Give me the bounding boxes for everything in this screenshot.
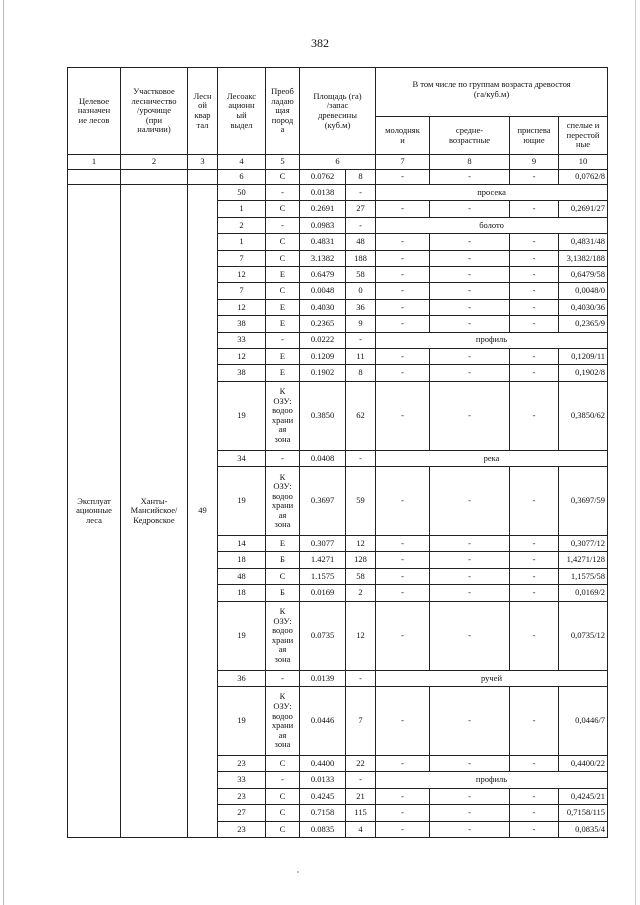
cell-species: С (266, 201, 300, 217)
cell-area: 0.0138 (300, 185, 346, 201)
cell-stock: 27 (346, 201, 376, 217)
header-mature: спелые и перестой ные (559, 117, 608, 155)
cell-area: 0.4030 (300, 299, 346, 315)
cell-purpose: Эксплуат ационные леса (68, 185, 121, 838)
cell-mature: 3,1382/188 (559, 250, 608, 266)
col-num: 7 (376, 155, 430, 170)
cell-species: - (266, 670, 300, 686)
cell-middle: - (430, 821, 510, 837)
header-purpose: Целевое назначен ие лесов (68, 68, 121, 155)
cell-premature: - (510, 201, 559, 217)
header-row-1 (68, 68, 608, 117)
cell-plot: 23 (218, 756, 266, 772)
cell-young: - (376, 299, 430, 315)
header-quarter: Лесн ой квар тал (188, 68, 218, 155)
cell-premature: - (510, 805, 559, 821)
cell-area: 0.4400 (300, 756, 346, 772)
cell-middle: - (430, 365, 510, 381)
header-plot: Лесоакс ационн ый выдел (218, 68, 266, 155)
cell-area: 0.2365 (300, 316, 346, 332)
table-row (68, 170, 608, 185)
cell-plot: 19 (218, 601, 266, 670)
cell-young: - (376, 821, 430, 837)
cell-young: - (376, 348, 430, 364)
cell-young: - (376, 170, 430, 185)
cell-young: - (376, 568, 430, 584)
cell-species: - (266, 332, 300, 348)
cell-stock: - (346, 450, 376, 466)
scan-edge-left (3, 0, 4, 905)
cell-species: Е (266, 299, 300, 315)
cell-mature: 0,0446/7 (559, 687, 608, 756)
cell-plot: 18 (218, 552, 266, 568)
cell-species: С (266, 568, 300, 584)
cell-area: 0.0735 (300, 601, 346, 670)
cell-mature: 0,0762/8 (559, 170, 608, 185)
cell-young: - (376, 805, 430, 821)
cell-area: 0.0408 (300, 450, 346, 466)
cell-species: С (266, 821, 300, 837)
cell-mature: 0,0048/0 (559, 283, 608, 299)
cell-plot: 38 (218, 316, 266, 332)
cell-premature: - (510, 170, 559, 185)
cell-young: - (376, 552, 430, 568)
cell-middle: - (430, 283, 510, 299)
scan-speck (297, 871, 299, 873)
cell-middle: - (430, 788, 510, 804)
cell-middle: - (430, 568, 510, 584)
cell-area: 1.1575 (300, 568, 346, 584)
cell-young: - (376, 234, 430, 250)
cell-area: 0.1902 (300, 365, 346, 381)
col-num: 6 (300, 155, 376, 170)
cell-stock: 22 (346, 756, 376, 772)
cell-middle: - (430, 381, 510, 450)
cell-species: - (266, 185, 300, 201)
header-age-groups: В том числе по группам возраста древостоя (га/куб.м) (376, 68, 608, 117)
cell-note: болото (376, 217, 608, 233)
cell-premature: - (510, 788, 559, 804)
cell-stock: 8 (346, 170, 376, 185)
cell-young: - (376, 266, 430, 282)
cell-stock: 9 (346, 316, 376, 332)
cell-stock: 8 (346, 365, 376, 381)
cell-young: - (376, 365, 430, 381)
cell-note: профиль (376, 772, 608, 788)
cell-stock: - (346, 185, 376, 201)
cell-middle: - (430, 756, 510, 772)
cell-stock: - (346, 772, 376, 788)
cell-species: Е (266, 536, 300, 552)
cell-plot: 12 (218, 299, 266, 315)
col-num: 9 (510, 155, 559, 170)
cell-middle: - (430, 201, 510, 217)
cell-mature: 0,0735/12 (559, 601, 608, 670)
col-num: 1 (68, 155, 121, 170)
cell-mature: 0,3077/12 (559, 536, 608, 552)
header-species: Преоб ладаю щая пород а (266, 68, 300, 155)
cell-species: - (266, 450, 300, 466)
cell-stock: 58 (346, 266, 376, 282)
cell-stock: - (346, 332, 376, 348)
cell-mature: 0,3697/59 (559, 467, 608, 536)
cell-plot: 6 (218, 170, 266, 185)
cell-note: ручей (376, 670, 608, 686)
cell-area: 0.3077 (300, 536, 346, 552)
cell-plot: 18 (218, 585, 266, 601)
cell-premature: - (510, 687, 559, 756)
cell-premature: - (510, 299, 559, 315)
cell-middle: - (430, 467, 510, 536)
table-row (68, 185, 608, 201)
cell-premature: - (510, 552, 559, 568)
cell-mature: 0,2691/27 (559, 201, 608, 217)
header-area: Площадь (га) /запас древесины (куб.м) (300, 68, 376, 155)
cell-area: 0.4245 (300, 788, 346, 804)
cell-area: 0.0133 (300, 772, 346, 788)
cell-species: К ОЗУ: водоо храни ая зона (266, 687, 300, 756)
cell-species: Е (266, 348, 300, 364)
cell-plot: 50 (218, 185, 266, 201)
cell-plot: 12 (218, 348, 266, 364)
cell-premature: - (510, 381, 559, 450)
cell-stock: 59 (346, 467, 376, 536)
cell-area: 0.0169 (300, 585, 346, 601)
cell-area: 0.6479 (300, 266, 346, 282)
cell-young: - (376, 601, 430, 670)
header-premature: приспева ющие (510, 117, 559, 155)
cell-species: С (266, 250, 300, 266)
cell-area: 0.4831 (300, 234, 346, 250)
cell-stock: 21 (346, 788, 376, 804)
cell-plot: 19 (218, 687, 266, 756)
cell-young: - (376, 756, 430, 772)
cell-mature: 0,4245/21 (559, 788, 608, 804)
cell-area: 0.0835 (300, 821, 346, 837)
cell-stock: 12 (346, 601, 376, 670)
cell-premature: - (510, 316, 559, 332)
cell-mature: 0,4400/22 (559, 756, 608, 772)
cell-plot: 48 (218, 568, 266, 584)
cell-species: Е (266, 266, 300, 282)
cell-quarter: 49 (188, 185, 218, 838)
col-num: 10 (559, 155, 608, 170)
cell-stock: 188 (346, 250, 376, 266)
cell-stock: 62 (346, 381, 376, 450)
cell-species: С (266, 283, 300, 299)
cell-area: 0.0222 (300, 332, 346, 348)
cell-plot: 7 (218, 283, 266, 299)
cell-stock: 4 (346, 821, 376, 837)
cell-plot: 33 (218, 772, 266, 788)
cell-area: 3.1382 (300, 250, 346, 266)
cell-plot: 33 (218, 332, 266, 348)
cell-young: - (376, 283, 430, 299)
cell-area: 0.3697 (300, 467, 346, 536)
col-num: 2 (121, 155, 188, 170)
cell-species: Е (266, 365, 300, 381)
cell-note: просека (376, 185, 608, 201)
col-num: 5 (266, 155, 300, 170)
cell-premature: - (510, 250, 559, 266)
cell-stock: 48 (346, 234, 376, 250)
cell-premature: - (510, 283, 559, 299)
cell-plot: 27 (218, 805, 266, 821)
col-num: 8 (430, 155, 510, 170)
cell-mature: 0,4831/48 (559, 234, 608, 250)
cell-plot: 1 (218, 234, 266, 250)
cell-mature: 0,0835/4 (559, 821, 608, 837)
cell-young: - (376, 788, 430, 804)
cell-area: 0.0983 (300, 217, 346, 233)
forest-inventory-table (67, 67, 608, 838)
cell-area: 0.0139 (300, 670, 346, 686)
cell-species: С (266, 805, 300, 821)
cell-stock: 128 (346, 552, 376, 568)
cell-species: С (266, 788, 300, 804)
cell-species: С (266, 234, 300, 250)
cell-note: профиль (376, 332, 608, 348)
header-district: Участковое лесничество /урочище (при наличии) (121, 68, 188, 155)
cell-area: 0.0762 (300, 170, 346, 185)
cell-mature: 0,1209/11 (559, 348, 608, 364)
cell-stock: 36 (346, 299, 376, 315)
cell-mature: 0,3850/62 (559, 381, 608, 450)
cell-premature: - (510, 348, 559, 364)
cell-mature: 0,0169/2 (559, 585, 608, 601)
cell-plot: 23 (218, 821, 266, 837)
cell-young: - (376, 467, 430, 536)
cell-stock: - (346, 670, 376, 686)
cell-species: С (266, 170, 300, 185)
cell-plot: 36 (218, 670, 266, 686)
cell-middle: - (430, 348, 510, 364)
cell-premature: - (510, 568, 559, 584)
cell-area: 0.7158 (300, 805, 346, 821)
cell-mature: 0,7158/115 (559, 805, 608, 821)
cell-species: - (266, 772, 300, 788)
page-number: 382 (311, 36, 329, 50)
cell-mature: 0,6479/58 (559, 266, 608, 282)
col-num: 3 (188, 155, 218, 170)
cell-area: 0.0446 (300, 687, 346, 756)
cell-premature: - (510, 536, 559, 552)
table-body (68, 185, 608, 838)
scan-edge-right (635, 0, 636, 905)
cell-premature: - (510, 821, 559, 837)
cell-area: 0.1209 (300, 348, 346, 364)
cell-plot: 23 (218, 788, 266, 804)
cell-premature: - (510, 585, 559, 601)
cell-species: К ОЗУ: водоо храни ая зона (266, 467, 300, 536)
cell-middle: - (430, 299, 510, 315)
cell-middle: - (430, 585, 510, 601)
cell-middle: - (430, 601, 510, 670)
cell-middle: - (430, 536, 510, 552)
cell-middle: - (430, 250, 510, 266)
cell-mature: 0,2365/9 (559, 316, 608, 332)
col-num: 4 (218, 155, 266, 170)
cell-middle: - (430, 316, 510, 332)
cell-plot: 2 (218, 217, 266, 233)
header-middle: средне- возрастные (430, 117, 510, 155)
cell-plot: 19 (218, 381, 266, 450)
cell-middle: - (430, 552, 510, 568)
cell-species: К ОЗУ: водоо храни ая зона (266, 601, 300, 670)
cell-area: 1.4271 (300, 552, 346, 568)
cell-premature: - (510, 601, 559, 670)
cell-mature: 0,1902/8 (559, 365, 608, 381)
cell-area: 0.2691 (300, 201, 346, 217)
cell-young: - (376, 536, 430, 552)
cell-young: - (376, 381, 430, 450)
cell-premature: - (510, 756, 559, 772)
cell-premature: - (510, 266, 559, 282)
cell-young: - (376, 201, 430, 217)
cell-plot: 12 (218, 266, 266, 282)
cell-district: Ханты- Мансийское/ Кедровское (121, 185, 188, 838)
cell-young: - (376, 585, 430, 601)
cell-young: - (376, 687, 430, 756)
cell-premature: - (510, 365, 559, 381)
cell-species: К ОЗУ: водоо храни ая зона (266, 381, 300, 450)
cell-middle: - (430, 234, 510, 250)
cell-note: река (376, 450, 608, 466)
cell-stock: 58 (346, 568, 376, 584)
cell-species: С (266, 756, 300, 772)
cell-species: Б (266, 552, 300, 568)
cell-young: - (376, 316, 430, 332)
cell-middle: - (430, 687, 510, 756)
cell-mature: 1,4271/128 (559, 552, 608, 568)
cell-stock: 115 (346, 805, 376, 821)
cell-plot: 7 (218, 250, 266, 266)
cell-middle: - (430, 170, 510, 185)
cell-middle: - (430, 266, 510, 282)
cell-species: - (266, 217, 300, 233)
cell-stock: 0 (346, 283, 376, 299)
cell-species: Б (266, 585, 300, 601)
cell-area: 0.0048 (300, 283, 346, 299)
cell-plot: 38 (218, 365, 266, 381)
cell-stock: - (346, 217, 376, 233)
cell-middle: - (430, 805, 510, 821)
cell-area: 0.3850 (300, 381, 346, 450)
cell-premature: - (510, 467, 559, 536)
cell-stock: 11 (346, 348, 376, 364)
cell-stock: 12 (346, 536, 376, 552)
cell-stock: 2 (346, 585, 376, 601)
cell-plot: 34 (218, 450, 266, 466)
cell-plot: 1 (218, 201, 266, 217)
cell-premature: - (510, 234, 559, 250)
cell-stock: 7 (346, 687, 376, 756)
cell-species: Е (266, 316, 300, 332)
header-young: молодняк и (376, 117, 430, 155)
cell-plot: 14 (218, 536, 266, 552)
cell-plot: 19 (218, 467, 266, 536)
cell-mature: 1,1575/58 (559, 568, 608, 584)
cell-mature: 0,4030/36 (559, 299, 608, 315)
column-number-row (68, 155, 608, 170)
cell-young: - (376, 250, 430, 266)
